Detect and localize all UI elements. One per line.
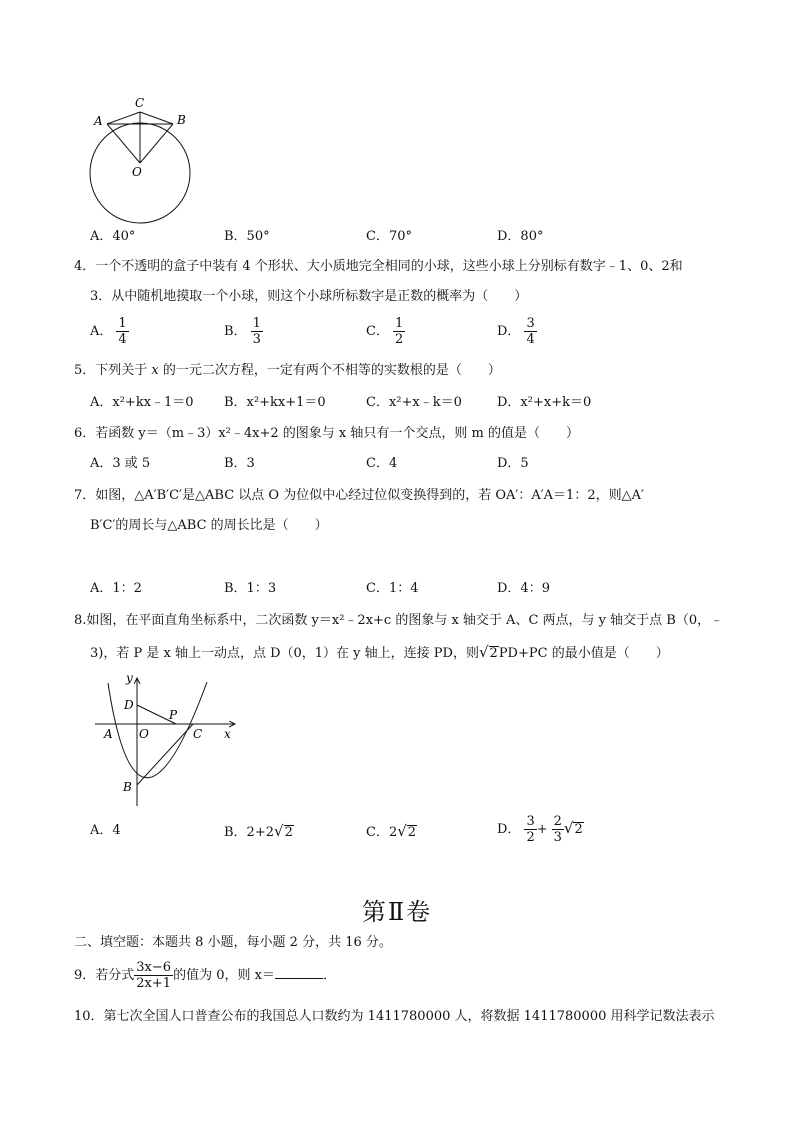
q4-option-c: C． $\frac{1}{2}$	[366, 316, 404, 347]
q5-option-d: D．x²+x+k＝0	[497, 395, 592, 410]
q4-option-d: D． $\frac{3}{4}$	[497, 316, 535, 347]
fraction: $\frac{3}{2}$	[526, 814, 535, 845]
section-title: 第Ⅱ卷	[361, 898, 433, 926]
q8-option-a: A．4	[90, 823, 121, 838]
section-heading: 二、填空题：本题共 8 小题，每小题 2 分，共 16 分。	[74, 935, 392, 950]
q8-stem-line1: 8.如图，在平面直角坐标系中，二次函数 y＝x²﹣2x+c 的图象与 x 轴交于 A、C 两点，与 y 轴交于点 B（0，﹣	[74, 613, 724, 628]
q8-option-b: B．2+2√2	[224, 822, 293, 840]
q7-stem-line1: 7．如图，△A′B′C′是△ABC 以点 O 为位似中心经过位似变换得到的，若 OA′：A′A＝1：2，则△A′	[74, 488, 644, 503]
parabola-figure	[90, 668, 240, 808]
answer-blank	[275, 966, 323, 979]
q7-option-d: D．4：9	[497, 581, 550, 596]
q6-option-d: D．5	[497, 456, 529, 471]
q8-option-d: D． $\frac{3}{2}$ + $\frac{2}{3}$ √2	[497, 814, 583, 845]
fraction: $\frac{1}{2}$	[394, 316, 404, 347]
q6-option-c: C．4	[366, 456, 398, 471]
label-P: P	[169, 708, 178, 722]
q5-option-c: C．x²+x﹣k＝0	[366, 395, 462, 410]
q5-option-b: B．x²+kx+1＝0	[224, 395, 326, 410]
label-A: A	[104, 727, 113, 741]
q4-stem-line1: 4．一个不透明的盒子中装有 4 个形状、大小质地完全相同的小球，这些小球上分别标有数字﹣1、0、2和	[74, 259, 683, 274]
q7-option-a: A．1：2	[90, 581, 142, 596]
fraction: $\frac{3x-6}{2x+1}$	[136, 960, 172, 991]
q4-option-a: A． $\frac{1}{4}$	[90, 316, 127, 347]
label-O: O	[132, 165, 142, 179]
q7-option-c: C．1：4	[366, 581, 419, 596]
circle-figure	[85, 95, 195, 225]
q4-stem-line2: 3．从中随机地摸取一个小球，则这个小球所标数字是正数的概率为（ ）	[90, 289, 528, 304]
fraction: $\frac{2}{3}$	[553, 814, 562, 845]
q6-option-a: A．3 或 5	[90, 456, 151, 471]
fraction: $\frac{1}{3}$	[252, 316, 261, 347]
q3-option-b: B．50°	[224, 229, 270, 244]
label-y: y	[126, 671, 133, 685]
q3-option-c: C．70°	[366, 229, 412, 244]
label-C: C	[193, 727, 203, 741]
q3-option-a: A．40°	[90, 229, 136, 244]
q5-stem: 5．下列关于 x 的一元二次方程，一定有两个不相等的实数根的是（ ）	[74, 363, 501, 378]
fraction: $\frac{1}{4}$	[118, 316, 127, 347]
label-B: B	[123, 780, 132, 794]
q3-option-d: D．80°	[497, 229, 544, 244]
label-B: B	[177, 113, 186, 127]
fraction: $\frac{3}{4}$	[526, 316, 535, 347]
q7-option-b: B．1：3	[224, 581, 277, 596]
q8-stem-line2: 3)，若 P 是 x 轴上一动点，点 D（0，1）在 y 轴上，连接 PD，则√2PD+PC 的最小值是（ ）	[90, 643, 669, 661]
label-x: x	[224, 727, 231, 741]
q6-stem: 6．若函数 y＝（m﹣3）x²﹣4x+2 的图象与 x 轴只有一个交点，则 m 的值是（ ）	[74, 426, 579, 441]
label-O: O	[139, 727, 149, 741]
q8-option-c: C．2√2	[366, 822, 417, 840]
label-C: C	[135, 96, 145, 110]
q7-stem-line2: B′C′的周长与△ABC 的周长比是（ ）	[90, 518, 328, 533]
label-A: A	[94, 114, 103, 128]
q4-option-b: B． $\frac{1}{3}$	[224, 316, 261, 347]
q10-stem: 10．第七次全国人口普查公布的我国总人口数约为 1411780000 人，将数据 1411780000 用科学记数法表示	[74, 1009, 715, 1024]
q5-option-a: A．x²+kx﹣1＝0	[90, 395, 194, 410]
q9-stem: 9．若分式 $\frac{3x-6}{2x+1}$ 的值为 0，则 x＝ ．	[74, 960, 336, 991]
label-D: D	[124, 698, 134, 712]
q6-option-b: B．3	[224, 456, 255, 471]
